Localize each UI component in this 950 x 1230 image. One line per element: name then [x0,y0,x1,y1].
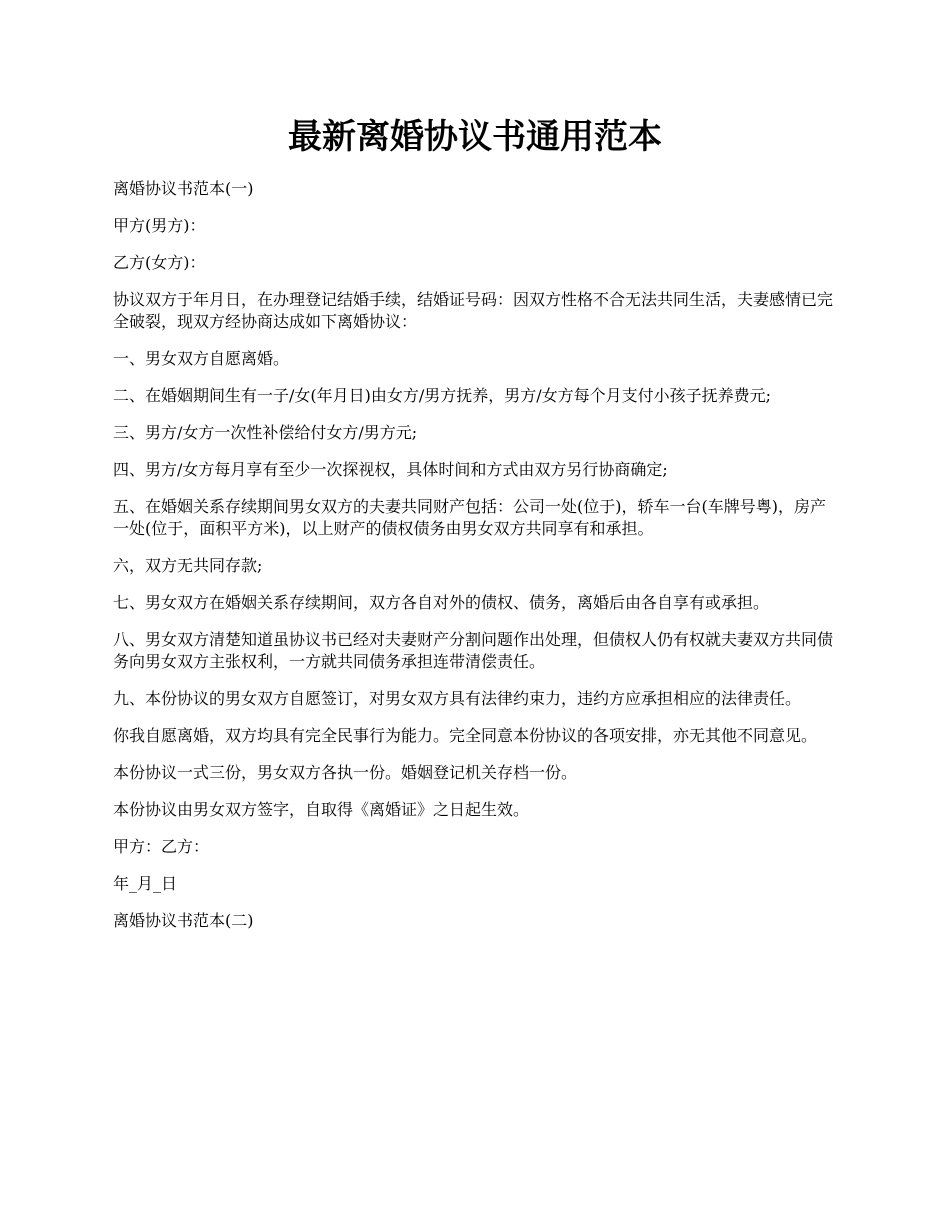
page-title: 最新离婚协议书通用范本 [288,117,662,157]
paragraph-effective: 本份协议由男女双方签字，自取得《离婚证》之日起生效。 [113,800,530,819]
paragraph-clause-3: 三、男方/女方一次性补偿给付女方/男方元; [113,423,418,442]
paragraph-section-heading-1: 离婚协议书范本(一) [113,179,254,198]
paragraph-party-a: 甲方(男方)： [113,216,206,235]
paragraph-clause-1: 一、男女双方自愿离婚。 [113,349,290,368]
paragraph-clause-8: 八、男女双方清楚知道虽协议书已经对夫妻财产分割问题作出处理，但债权人仍有权就夫妻双方共同债务向男女双方主张权利，一方就共同债务承担连带清偿责任。 [113,630,834,671]
paragraph-party-b: 乙方(女方)： [113,253,206,272]
paragraph-clause-2: 二、在婚姻期间生有一子/女(年月日)由女方/男方抚养，男方/女方每个月支付小孩子抚养费元; [113,386,772,405]
paragraph-date: 年_月_日 [113,874,178,893]
paragraph-clause-6: 六，双方无共同存款; [113,556,263,575]
paragraph-clause-9: 九、本份协议的男女双方自愿签订，对男女双方具有法律约束力，违约方应承担相应的法律责任。 [113,689,802,708]
paragraph-signatures: 甲方：乙方： [113,837,210,856]
document-body [113,178,841,947]
paragraph-clause-5: 五、在婚姻关系存续期间男女双方的夫妻共同财产包括：公司一处(位于)，轿车一台(车牌号粤)，房产一处(位于，面积平方米)，以上财产的债权债务由男女双方共同享有和承担。 [113,497,826,538]
paragraph-clause-4: 四、男方/女方每月享有至少一次探视权，具体时间和方式由双方另行协商确定; [113,460,668,479]
paragraph-section-heading-2: 离婚协议书范本(二) [113,911,254,930]
paragraph-copies: 本份协议一式三份，男女双方各执一份。婚姻登记机关存档一份。 [113,763,578,782]
paragraph-clause-7: 七、男女双方在婚姻关系存续期间，双方各自对外的债权、债务，离婚后由各自享有或承担。 [113,593,770,612]
paragraph-intro: 协议双方于年月日，在办理登记结婚手续，结婚证号码：因双方性格不合无法共同生活，夫妻感情已完全破裂，现双方经协商达成如下离婚协议： [113,290,834,331]
paragraph-declaration: 你我自愿离婚，双方均具有完全民事行为能力。完全同意本份协议的各项安排，亦无其他不同意见。 [113,726,818,745]
